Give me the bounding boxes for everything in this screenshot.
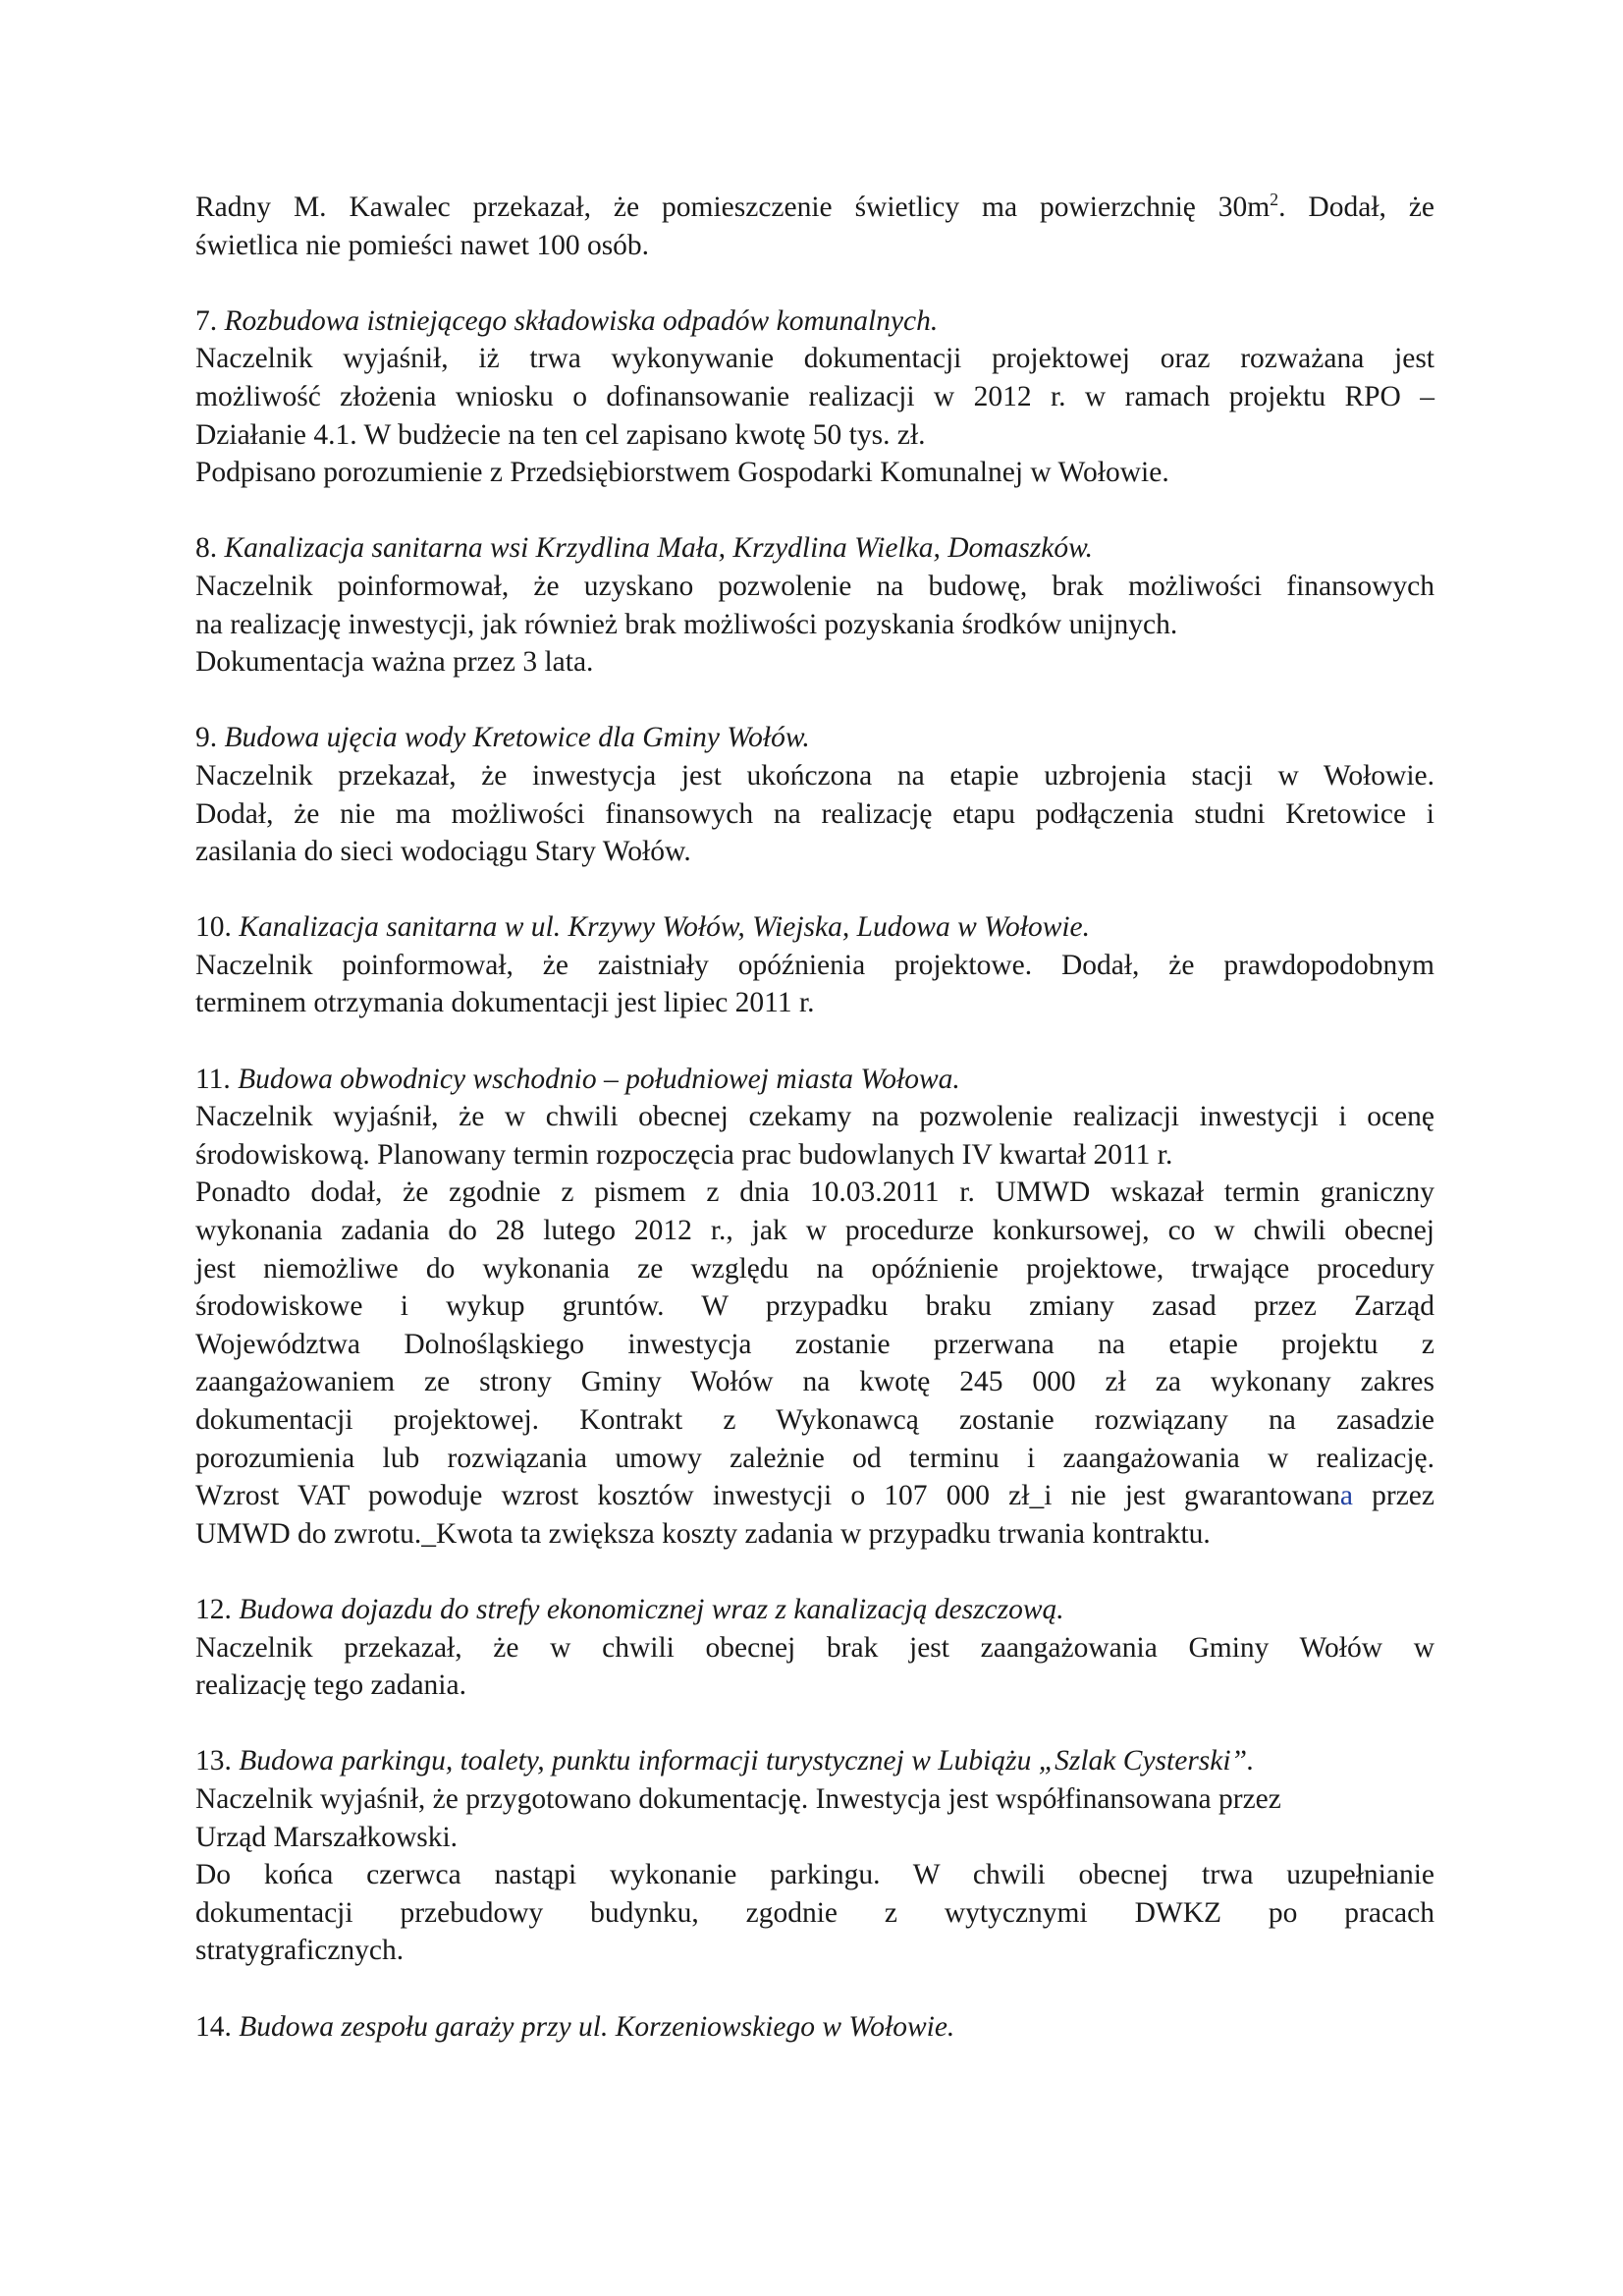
section-heading: 11. Budowa obwodnicy wschodnio – południowej miasta Wołowa. [195, 1063, 960, 1095]
intro-line-2: świetlica nie pomieści nawet 100 osób. [195, 229, 650, 261]
paragraph-line: Naczelnik przekazał, że w chwili obecnej brak jest zaangażowania Gminy Wołów w [195, 1631, 1434, 1664]
paragraph-line: Do końca czerwca nastąpi wykonanie parkingu. W chwili obecnej trwa uzupełnianie [195, 1859, 1434, 1891]
section-heading: 14. Budowa zespołu garaży przy ul. Korzeniowskiego w Wołowie. [195, 2010, 955, 2043]
paragraph-line: Ponadto dodał, że zgodnie z pismem z dnia 10.03.2011 r. UMWD wskazał termin graniczny [195, 1176, 1434, 1209]
paragraph-line: Naczelnik wyjaśnił, że przygotowano dokumentację. Inwestycja jest współfinansowana przez [195, 1782, 1281, 1815]
section-7 [195, 302, 1434, 492]
section-heading: 8. Kanalizacja sanitarna wsi Krzydlina Mała, Krzydlina Wielka, Domaszków. [195, 532, 1093, 565]
intro-paragraph [195, 189, 1434, 264]
paragraph-line: dokumentacji przebudowy budynku, zgodnie z wytycznymi DWKZ po pracach [195, 1896, 1434, 1929]
document-page [195, 189, 1434, 2084]
section-9 [195, 719, 1434, 870]
paragraph-line: środowiskową. Planowany termin rozpoczęcia prac budowlanych IV kwartał 2011 r. [195, 1138, 1173, 1171]
section-12 [195, 1591, 1434, 1705]
paragraph-line: Działanie 4.1. W budżecie na ten cel zapisano kwotę 50 tys. zł. [195, 418, 926, 451]
section-11 [195, 1061, 1434, 1554]
paragraph-line: Naczelnik przekazał, że inwestycja jest ukończona na etapie uzbrojenia stacji w Wołowie. [195, 759, 1434, 792]
paragraph-line: Naczelnik wyjaśnił, iż trwa wykonywanie dokumentacji projektowej oraz rozważana jest [195, 343, 1434, 375]
paragraph-line: realizację tego zadania. [195, 1669, 466, 1702]
paragraph-line: Naczelnik wyjaśnił, że w chwili obecnej czekamy na pozwolenie realizacji inwestycji i ocenę [195, 1101, 1434, 1133]
paragraph-line: dokumentacji projektowej. Kontrakt z Wykonawcą zostanie rozwiązany na zasadzie [195, 1404, 1434, 1436]
paragraph-line: porozumienia lub rozwiązania umowy zależnie od terminu i zaangażowania w realizację. [195, 1442, 1434, 1474]
paragraph-line: możliwość złożenia wniosku o dofinansowanie realizacji w 2012 r. w ramach projektu RPO – [195, 380, 1434, 412]
section-heading: 9. Budowa ujęcia wody Kretowice dla Gminy Wołów. [195, 722, 810, 754]
section-heading: 10. Kanalizacja sanitarna w ul. Krzywy Wołów, Wiejska, Ludowa w Wołowie. [195, 911, 1091, 944]
paragraph-line: Dokumentacja ważna przez 3 lata. [195, 646, 594, 679]
paragraph-line: środowiskowe i wykup gruntów. W przypadku braku zmiany zasad przez Zarząd [195, 1290, 1434, 1323]
paragraph-line-vat: Wzrost VAT powoduje wzrost kosztów inwestycji o 107 000 zł_i nie jest gwarantowana przez [195, 1480, 1434, 1512]
intro-line-1: Radny M. Kawalec przekazał, że pomieszczenie świetlicy ma powierzchnię $30m^2$. Dodał, że [195, 190, 1435, 223]
paragraph-line: Podpisano porozumienie z Przedsiębiorstwem Gospodarki Komunalnej w Wołowie. [195, 457, 1169, 489]
section-heading: 12. Budowa dojazdu do strefy ekonomicznej wraz z kanalizacją deszczową. [195, 1593, 1064, 1625]
paragraph-line: terminem otrzymania dokumentacji jest lipiec 2011 r. [195, 987, 815, 1019]
paragraph-line: na realizację inwestycji, jak również brak możliwości pozyskania środków unijnych. [195, 608, 1178, 640]
paragraph-line: Województwa Dolnośląskiego inwestycja zostanie przerwana na etapie projektu z [195, 1328, 1434, 1360]
paragraph-line: jest niemożliwe do wykonania ze względu na opóźnienie projektowe, trwające procedury [195, 1252, 1434, 1285]
paragraph-line: Dodał, że nie ma możliwości finansowych na realizację etapu podłączenia studni Kretowice i [195, 797, 1434, 830]
paragraph-line: Naczelnik poinformował, że uzyskano pozwolenie na budowę, brak możliwości finansowych [195, 570, 1434, 602]
paragraph-line: UMWD do zwrotu._Kwota ta zwiększa koszty zadania w przypadku trwania kontraktu. [195, 1517, 1211, 1550]
section-14 [195, 2008, 1434, 2047]
paragraph-line: Naczelnik poinformował, że zaistniały opóźnienia projektowe. Dodał, że prawdopodobnym [195, 949, 1434, 981]
section-heading: 7. Rozbudowa istniejącego składowiska odpadów komunalnych. [195, 304, 939, 337]
section-10 [195, 908, 1434, 1022]
section-8 [195, 529, 1434, 681]
paragraph-line: wykonania zadania do 28 lutego 2012 r., jak w procedurze konkursowej, co w chwili obecnej [195, 1215, 1434, 1247]
paragraph-line: Urząd Marszałkowski. [195, 1821, 459, 1853]
paragraph-line: stratygraficznych. [195, 1935, 405, 1967]
paragraph-line: zaangażowaniem ze strony Gminy Wołów na kwotę 245 000 zł za wykonany zakres [195, 1366, 1434, 1398]
section-13 [195, 1742, 1434, 1970]
section-heading: 13. Budowa parkingu, toalety, punktu informacji turystycznej w Lubiążu „Szlak Cysterski”. [195, 1745, 1255, 1777]
paragraph-line: zasilania do sieci wodociągu Stary Wołów. [195, 836, 691, 868]
